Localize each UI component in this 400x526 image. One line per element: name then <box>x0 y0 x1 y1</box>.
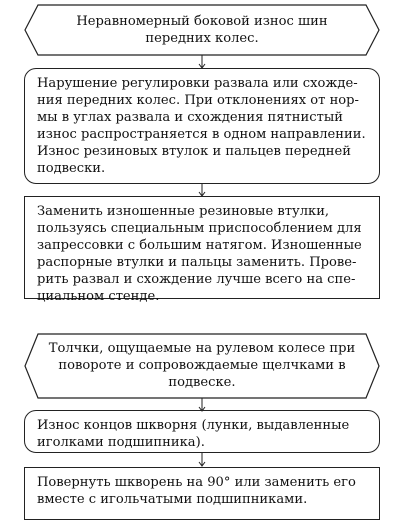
cause-box-2: Износ концов шкворня (лунки, выдавленные иголками подшипника). <box>24 410 380 453</box>
remedy-box-2: Повернуть шкворень на 90° или заменить его вместе с игольчатыми подшипниками. <box>24 467 380 520</box>
symptom-text-1: Неравномерный боковой износ шин передних колес. <box>76 14 328 46</box>
symptom-text-2: Толчки, ощущаемые на рулевом колесе при повороте и сопровождаемые щелчками в подвеске. <box>48 341 356 390</box>
symptom-box-1 <box>24 4 380 56</box>
symptom-box-2 <box>24 333 380 399</box>
remedy-box-1: Заменить изношенные резиновые втулки, пользуясь специальным приспособлением для запрессовки с большим натягом. Изношенные распорные втулки и пальцы заменить. Прове- рить развал и схождение лучше всего на спе- циальном стенде. <box>24 196 380 299</box>
cause-box-1: Нарушение регулировки развала или схожде- ния передних колес. При отклонениях от нор- мы в углах развала и схождения пятнистый износ распространяется в одном направлении. Износ резиновых втулок и пальцев передней подвески. <box>24 68 380 184</box>
